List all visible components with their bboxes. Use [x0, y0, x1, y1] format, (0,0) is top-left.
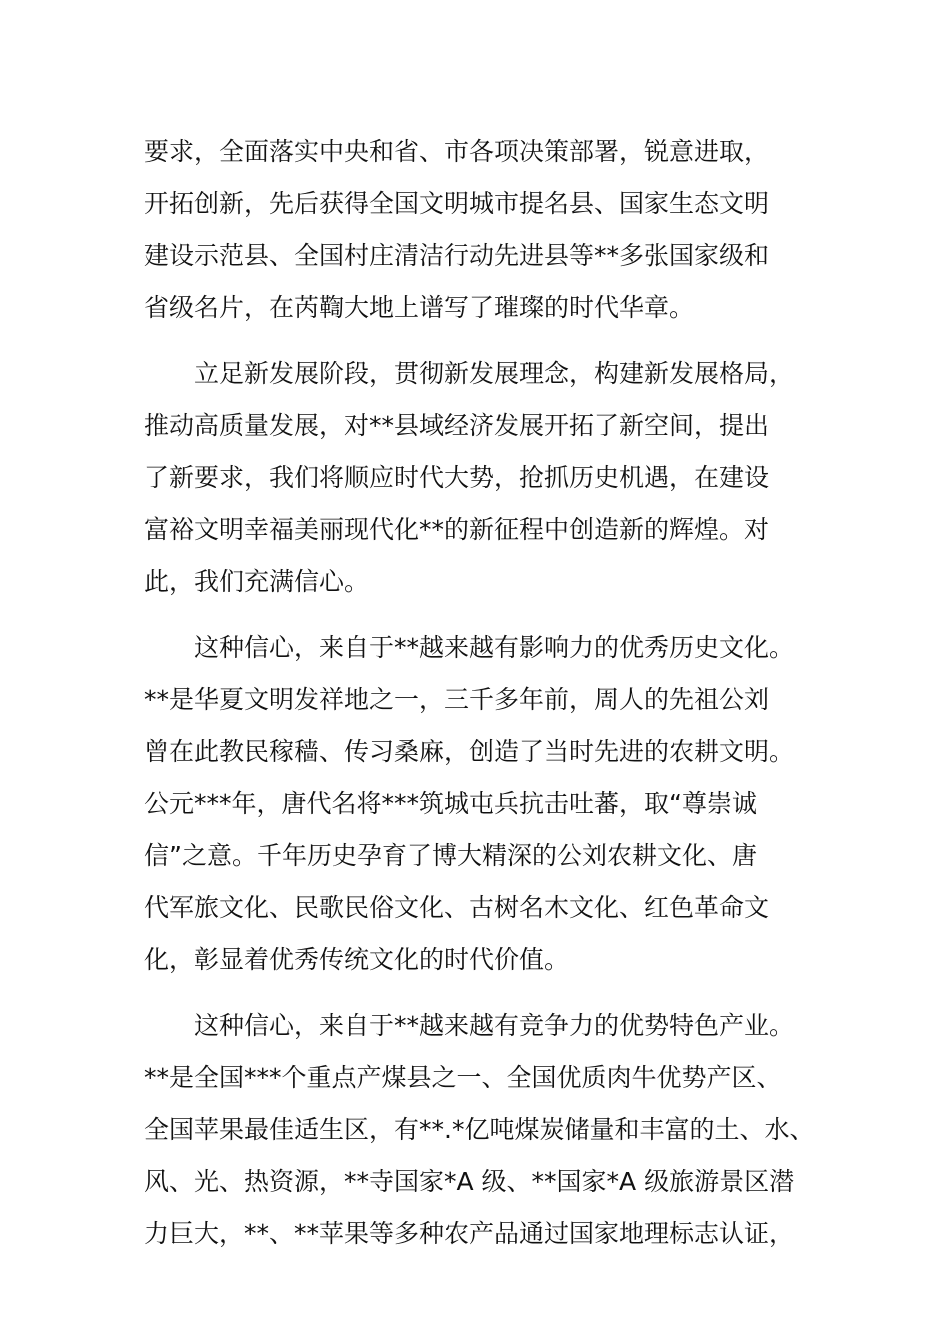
- document-body: [144, 126, 815, 1274]
- paragraph-4: [144, 1000, 815, 1260]
- text-line: 代军旅文化、民歌民俗文化、古树名木文化、红色革命文: [144, 893, 770, 922]
- text-line: 富裕文明幸福美丽现代化**的新征程中创造新的辉煌。对: [144, 515, 770, 544]
- text-line: 这种信心，来自于**越来越有竞争力的优势特色产业。: [194, 1011, 795, 1040]
- paragraph-3: [144, 622, 804, 986]
- text-line: 全国苹果最佳适生区，有**.*亿吨煤炭储量和丰富的土、水、: [144, 1115, 815, 1144]
- paragraph-1: [144, 126, 804, 334]
- text-line: 曾在此教民稼穑、传习桑麻，创造了当时先进的农耕文明。: [144, 737, 795, 766]
- text-line: 省级名片，在芮鞫大地上谱写了璀璨的时代华章。: [144, 293, 695, 322]
- text-line: 化，彰显着优秀传统文化的时代价值。: [144, 945, 570, 974]
- text-line: 力巨大，**、**苹果等多种农产品通过国家地理标志认证，: [144, 1219, 795, 1248]
- text-line: 此，我们充满信心。: [144, 567, 370, 596]
- text-line: **是华夏文明发祥地之一，三千多年前，周人的先祖公刘: [144, 685, 770, 714]
- text-line: 信”之意。千年历史孕育了博大精深的公刘农耕文化、唐: [144, 841, 757, 870]
- text-line: 建设示范县、全国村庄清洁行动先进县等**多张国家级和: [144, 241, 770, 270]
- text-line: 开拓创新，先后获得全国文明城市提名县、国家生态文明: [144, 189, 770, 218]
- text-line: **是全国***个重点产煤县之一、全国优质肉牛优势产区、: [144, 1063, 782, 1092]
- text-line: 这种信心，来自于**越来越有影响力的优秀历史文化。: [194, 633, 795, 662]
- text-line: 公元***年，唐代名将***筑城屯兵抗击吐蕃，取“尊崇诚: [144, 789, 757, 818]
- text-line: 推动高质量发展，对**县域经济发展开拓了新空间，提出: [144, 411, 770, 440]
- paragraph-2: [144, 348, 804, 608]
- text-line: 要求，全面落实中央和省、市各项决策部署，锐意进取，: [144, 137, 770, 166]
- text-line: 了新要求，我们将顺应时代大势，抢抓历史机遇，在建设: [144, 463, 770, 492]
- text-line: 风、光、热资源，**寺国家*A 级、**国家*A 级旅游景区潜: [144, 1167, 795, 1196]
- text-line: 立足新发展阶段，贯彻新发展理念，构建新发展格局，: [194, 359, 795, 388]
